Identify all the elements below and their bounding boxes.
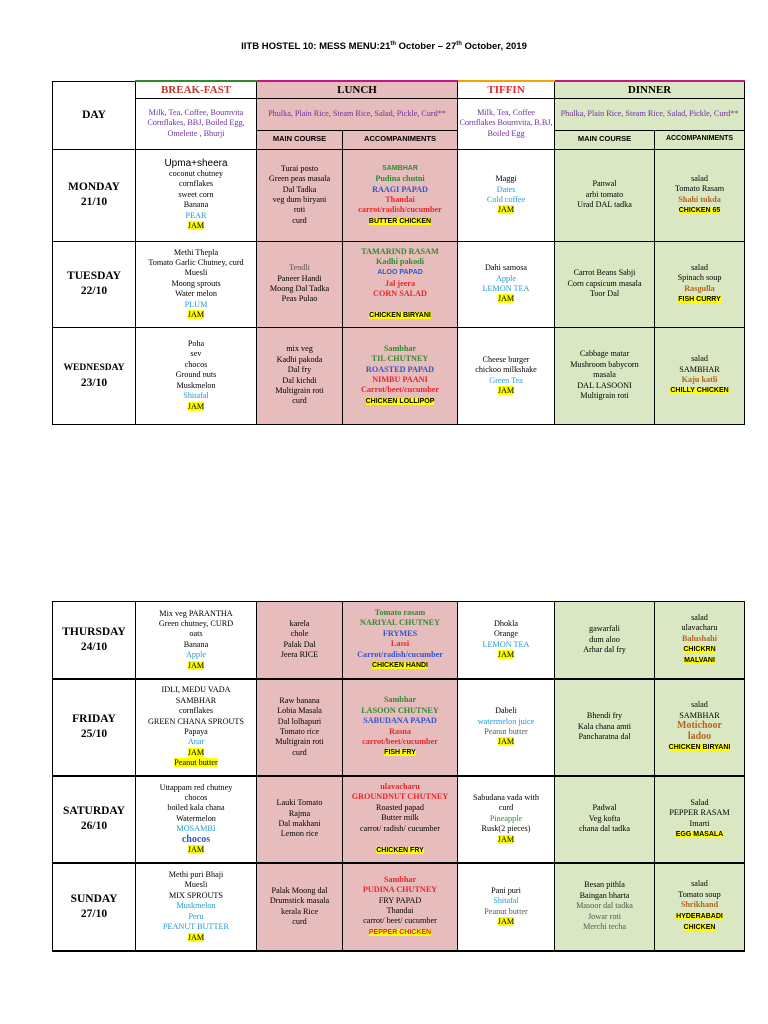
lunch-accompaniments-cell <box>343 241 458 327</box>
menu-item: curd <box>292 916 307 926</box>
menu-item: Dhokla <box>493 618 519 628</box>
menu-item: EGG MASALA <box>675 830 724 838</box>
menu-item: Shitafal <box>493 896 519 906</box>
menu-item: PEANUT BUTTER <box>162 922 230 932</box>
menu-item: Methi puri Bhaji <box>168 870 224 880</box>
menu-item: Shitafal <box>183 391 209 401</box>
menu-item: Green Tea <box>489 375 523 385</box>
menu-item: TIL CHUTNEY <box>371 354 429 364</box>
menu-item: Corn capsicum masala <box>567 278 642 288</box>
menu-item: Dates <box>496 184 516 194</box>
menu-item: Papaya <box>184 727 208 736</box>
day-date: 24/10 <box>80 640 108 653</box>
menu-item: Pineapple <box>489 813 523 823</box>
menu-item: Dal lolhapuri <box>277 716 322 726</box>
breakfast-cell <box>136 863 257 951</box>
lunch-accompaniments-cell <box>343 602 458 679</box>
menu-item: PEAR <box>185 210 207 220</box>
lunch-note: Phulka, Plain Rice, Steam Rice, Salad, Pickle, Curd** <box>257 98 458 130</box>
menu-item: karela <box>289 618 310 628</box>
menu-item: FRYMES <box>382 628 418 638</box>
menu-item: DAL LASOONI <box>577 380 632 390</box>
menu-item: sweet corn <box>178 189 214 199</box>
menu-item: Pancharatna dal <box>578 732 631 742</box>
menu-item: FISH CURRY <box>678 295 721 303</box>
day-label <box>53 241 136 327</box>
day-name: SATURDAY <box>63 805 125 817</box>
menu-item: JAM <box>497 385 515 395</box>
day-label <box>53 863 136 951</box>
menu-item: FISH FRY <box>384 749 416 757</box>
menu-item: Rasna <box>389 726 411 736</box>
day-date: 27/10 <box>80 907 108 920</box>
tiffin-note: Milk, Tea, Coffee Cornflakes Bournvita, B.BJ, Boiled Egg <box>458 98 555 149</box>
menu-item: Sambhar <box>383 695 417 705</box>
menu-item: carrot/ beet/ cucumber <box>363 916 437 926</box>
menu-item: IDLI, MEDU VADA <box>161 685 231 695</box>
menu-item: ladoo <box>687 730 712 742</box>
dinner-main-cell <box>555 863 655 951</box>
day-name: WEDNESDAY <box>63 362 125 373</box>
menu-item: ROASTED PAPAD <box>365 364 435 374</box>
menu-item: Tendli <box>289 263 310 273</box>
menu-item: JAM <box>187 401 205 411</box>
tiffin-cell <box>458 679 555 776</box>
menu-item: Uttappam red chutney <box>159 782 233 792</box>
menu-item: CHICKEN LOLLIPOP <box>365 397 435 405</box>
menu-item: Water melon <box>175 289 217 299</box>
menu-item: Tomato rice <box>279 727 320 736</box>
dinner-main-cell <box>555 327 655 424</box>
menu-item: Besan pithla <box>584 880 625 890</box>
menu-item: NIMBU PAANI <box>372 375 428 384</box>
menu-item: PLUM <box>184 299 208 309</box>
menu-item: curd <box>292 215 307 225</box>
menu-item: GREEN CHANA SPROUTS <box>148 716 244 726</box>
menu-item: Baingan bharta <box>579 890 630 900</box>
menu-item: Thandai <box>385 195 415 204</box>
day-name: THURSDAY <box>62 625 126 638</box>
day-label <box>53 327 136 424</box>
menu-item: JAM <box>497 737 515 747</box>
menu-item: Jowar roti <box>588 911 621 921</box>
menu-item: roti <box>293 205 306 215</box>
lunch-accompaniments-cell <box>343 327 458 424</box>
menu-item: Kaju katli <box>681 375 718 384</box>
menu-item: Anar <box>187 737 205 747</box>
day-row-friday <box>53 679 745 776</box>
menu-item: Multigrain roti <box>580 391 629 401</box>
menu-item: Poha <box>187 339 205 349</box>
menu-item: SAMBHAR <box>175 695 217 705</box>
menu-item: Kala chana amti <box>577 721 632 731</box>
day-date: 22/10 <box>80 285 108 297</box>
menu-item: chocos <box>184 359 208 369</box>
menu-item: Thandai <box>386 906 414 915</box>
menu-item: JAM <box>497 650 515 660</box>
menu-item: Bhendi fry <box>586 711 623 721</box>
menu-item: Raw banana <box>279 695 320 705</box>
menu-item: ulavacharu <box>681 623 718 633</box>
dinner-main-cell <box>555 679 655 776</box>
tiffin-cell <box>458 241 555 327</box>
menu-item: curd <box>292 747 307 757</box>
tiffin-cell <box>458 863 555 951</box>
lunch-main-cell <box>257 602 343 679</box>
menu-item: Spinach soup <box>677 273 722 283</box>
menu-item: Multigrain roti <box>275 737 324 747</box>
menu-item: arbi tomato <box>585 189 624 199</box>
menu-item: Kadhi pakoda <box>276 354 323 364</box>
menu-item: JAM <box>187 310 205 320</box>
day-row-saturday <box>53 776 745 863</box>
menu-item: JAM <box>187 845 205 855</box>
menu-item: Salad <box>690 797 709 807</box>
menu-table-week-part1 <box>52 80 745 425</box>
menu-item: Rajma <box>288 808 311 818</box>
menu-item: Butter milk <box>381 813 419 823</box>
dinner-main-cell <box>555 149 655 241</box>
lunch-main-cell <box>257 149 343 241</box>
menu-item: Dahi samosa <box>484 263 528 273</box>
menu-item: coconut chutney <box>169 168 223 178</box>
menu-item: curd <box>292 396 307 406</box>
menu-item: JAM <box>187 660 205 670</box>
menu-item: PUDINA CHUTNEY <box>362 885 438 895</box>
menu-item: Dal fry <box>287 365 312 375</box>
menu-item: Peanut butter <box>174 758 218 768</box>
day-date: 23/10 <box>80 376 108 389</box>
day-label <box>53 679 136 776</box>
menu-item: Lobia Masala <box>277 706 322 716</box>
menu-item <box>399 834 401 843</box>
menu-item: Padwal <box>592 803 617 813</box>
lunch-main-cell <box>257 679 343 776</box>
menu-item: Lemon rice <box>280 829 319 839</box>
day-date: 25/10 <box>80 728 108 740</box>
menu-item: Palak Moong dal <box>271 885 328 895</box>
dinner-note: Phulka, Plain Rice, Steam Rice, Salad, Pickle, Curd** <box>555 98 745 130</box>
dinner-main-course-header: MAIN COURSE <box>555 130 655 149</box>
tiffin-header: TIFFIN <box>458 81 555 98</box>
lunch-main-cell <box>257 241 343 327</box>
lunch-main-cell <box>257 327 343 424</box>
day-name: SUNDAY <box>70 892 118 905</box>
menu-item: Peanut butter <box>484 906 528 916</box>
menu-item: Carrot/radish/cucumber <box>357 649 443 659</box>
menu-item: Peas Pulao <box>281 294 318 304</box>
day-label <box>53 602 136 679</box>
menu-item: Palak Dal <box>283 639 316 649</box>
day-row-tuesday <box>53 241 745 327</box>
menu-item: Tomato soup <box>678 889 721 899</box>
dinner-header: DINNER <box>555 81 745 98</box>
menu-item: JAM <box>497 916 515 926</box>
menu-item: Roasted papad <box>376 802 424 812</box>
menu-item: Dabeli <box>495 706 517 716</box>
day-date: 21/10 <box>80 196 108 208</box>
menu-item: FRY PAPAD <box>378 895 422 905</box>
menu-item: salad <box>691 879 708 889</box>
menu-item: Jal jeera <box>384 278 416 288</box>
menu-item: Kadhi pakodi <box>376 256 425 266</box>
menu-item: Carrot Beans Sabji <box>573 268 636 278</box>
menu-item: Cabbage matar <box>579 349 630 359</box>
menu-item: Drumstick masala <box>269 896 330 906</box>
menu-item: Apple <box>496 273 517 283</box>
menu-item: Sabudana vada with <box>473 792 539 802</box>
menu-item: salad <box>691 262 708 272</box>
menu-item: curd <box>498 803 514 813</box>
menu-item: masala <box>593 370 616 380</box>
menu-item: Methi Thepla <box>173 247 219 257</box>
day-label <box>53 776 136 863</box>
menu-item: CHICKRN <box>683 645 716 653</box>
menu-item: JAM <box>497 294 515 304</box>
menu-item: Sambhar <box>383 343 417 353</box>
menu-item: MIX SPROUTS <box>169 890 223 900</box>
menu-item: Paneer Handi <box>277 273 322 283</box>
menu-item: Tomato Rasam <box>674 184 725 194</box>
menu-item: Arhar dal fry <box>583 644 626 654</box>
menu-item: Mix veg PARANTHA <box>159 608 233 618</box>
menu-item: SABUDANA PAPAD <box>363 716 437 726</box>
menu-item: Ground nuts <box>175 370 217 380</box>
breakfast-cell <box>136 776 257 863</box>
menu-table-week-part2 <box>52 601 745 952</box>
menu-item: watermelon juice <box>477 716 535 726</box>
dinner-accompaniments-cell <box>655 149 745 241</box>
lunch-main-course-header: MAIN COURSE <box>257 130 343 149</box>
tiffin-cell <box>458 327 555 424</box>
menu-item: HYDERABADI <box>676 912 723 920</box>
menu-item: Moong Dal Tadka <box>269 284 330 293</box>
dinner-accompaniments-header: ACCOMPANIMENTS <box>655 130 745 149</box>
menu-item: oats <box>189 629 203 639</box>
menu-item: carrot/beet/cucumber <box>362 736 438 746</box>
menu-item: CHICKEN BIRYANI <box>668 744 731 752</box>
menu-item: Lassi <box>390 639 410 649</box>
menu-item <box>399 300 401 309</box>
menu-item: PEPPER CHICKEN <box>368 928 432 936</box>
lunch-accompaniments-cell <box>343 679 458 776</box>
breakfast-cell <box>136 327 257 424</box>
menu-item: veg dum biryani <box>272 195 327 204</box>
menu-item: Muesli <box>184 880 208 890</box>
day-date: 26/10 <box>80 820 108 832</box>
lunch-header: LUNCH <box>257 81 458 98</box>
menu-item: Upma+sheera <box>164 157 228 169</box>
menu-item: Rasgulla <box>684 283 715 293</box>
menu-item: Shrikhand <box>680 900 719 910</box>
menu-item: Banana <box>183 639 209 649</box>
day-row-sunday <box>53 863 745 951</box>
tiffin-cell <box>458 149 555 241</box>
menu-item: LASOON CHUTNEY <box>361 705 439 715</box>
menu-item: Mushroom babycorn <box>570 359 639 369</box>
menu-item: gawarfali <box>589 624 620 634</box>
menu-item: Rusk(2 pieces) <box>481 824 531 834</box>
menu-item: BUTTER CHICKEN <box>368 217 432 225</box>
menu-item: PEPPER RASAM <box>669 808 730 818</box>
menu-item: CORN SALAD <box>373 289 427 299</box>
menu-item: carrot/ radish/ cucumber <box>359 823 441 833</box>
menu-item: CHICKEN <box>683 924 716 932</box>
menu-item: Shahi tukda <box>678 194 721 204</box>
menu-item: SAMBHAR <box>382 164 418 172</box>
menu-item: Urad DAL tadka <box>577 200 632 210</box>
lunch-accompaniments-header: ACCOMPANIMENTS <box>343 130 458 149</box>
breakfast-cell <box>136 241 257 327</box>
dinner-accompaniments-cell <box>655 602 745 679</box>
menu-item: Dal Tadka <box>282 184 317 194</box>
breakfast-note: Milk, Tea, Coffee, Bournvita Cornflakes, BBJ, Boiled Egg, Omelette , Bhurji <box>136 98 257 149</box>
menu-item: chocos <box>181 833 211 845</box>
menu-item: chocos <box>184 792 208 802</box>
lunch-accompaniments-cell <box>343 149 458 241</box>
menu-item: mix veg <box>286 344 313 354</box>
menu-item: Tomato rasam <box>374 608 426 618</box>
menu-item: salad <box>691 173 708 183</box>
menu-item: dum aloo <box>589 634 620 644</box>
dinner-accompaniments-cell <box>655 327 745 424</box>
menu-item: Green chutney, CURD <box>158 618 234 628</box>
menu-item: SAMBHAR <box>679 710 720 720</box>
menu-item: Jeera RICE <box>280 650 319 660</box>
menu-item: JAM <box>187 932 205 942</box>
menu-item: CHILLY CHICKEN <box>670 387 729 395</box>
menu-item: Peanut butter <box>484 727 528 736</box>
menu-item: Pani puri <box>491 885 521 895</box>
lunch-main-cell <box>257 776 343 863</box>
menu-item: NARIYAL CHUTNEY <box>360 618 440 628</box>
menu-item: chickoo milkshake <box>475 365 537 375</box>
breakfast-cell <box>136 149 257 241</box>
day-row-monday <box>53 149 745 241</box>
day-header: DAY <box>53 81 136 149</box>
lunch-accompaniments-cell <box>343 776 458 863</box>
day-row-wednesday <box>53 327 745 424</box>
menu-item: ulavacharu <box>380 782 420 792</box>
menu-item: Muskmelon <box>176 380 216 390</box>
menu-item: cornflakes <box>178 706 214 716</box>
menu-item: boiled kala chana <box>167 803 225 813</box>
menu-item: sev <box>190 349 202 359</box>
menu-item: Cold coffee <box>486 195 526 204</box>
menu-item: Merchi techa <box>583 922 626 932</box>
menu-item: JAM <box>187 747 205 757</box>
menu-item: Balushahi <box>681 633 718 643</box>
menu-item: Lauki Tomato <box>276 798 323 808</box>
menu-item: LEMON TEA <box>482 639 530 649</box>
menu-item: chana dal tadka <box>579 824 630 834</box>
menu-item: GROUNDNUT CHUTNEY <box>351 792 449 802</box>
menu-item: Muesli <box>184 268 208 278</box>
dinner-main-cell <box>555 776 655 863</box>
lunch-main-cell <box>257 863 343 951</box>
dinner-main-cell <box>555 241 655 327</box>
tiffin-cell <box>458 602 555 679</box>
menu-item: JAM <box>497 834 515 844</box>
menu-item: Veg kofta <box>588 813 621 823</box>
menu-item: Tomato Garlic Chutney, curd <box>148 257 244 267</box>
menu-item: MOSAMBI <box>176 824 216 834</box>
menu-item: Maggi <box>495 174 517 184</box>
menu-item: Pudina chutni <box>375 174 425 184</box>
day-name: TUESDAY <box>67 270 121 282</box>
page-title: IITB HOSTEL 10: MESS MENU:21th October – 27th October, 2019 <box>241 41 527 53</box>
dinner-accompaniments-cell <box>655 863 745 951</box>
menu-item: Cheese burger <box>482 354 530 364</box>
breakfast-cell <box>136 679 257 776</box>
day-row-thursday <box>53 602 745 679</box>
menu-item: MALVANI <box>684 657 715 665</box>
menu-item: Toor Dal <box>589 289 620 299</box>
menu-item: CHICKEN FRY <box>376 846 424 854</box>
menu-item: Watermelon <box>176 813 216 823</box>
menu-item: TAMARIND RASAM <box>361 246 439 256</box>
menu-item: Orange <box>493 629 519 639</box>
menu-item: Imarti <box>689 818 710 828</box>
menu-item: cornflakes <box>178 179 214 189</box>
dinner-accompaniments-cell <box>655 776 745 863</box>
menu-item: LEMON TEA <box>482 284 530 293</box>
menu-item: SAMBHAR <box>679 364 720 374</box>
tiffin-cell <box>458 776 555 863</box>
menu-item: CHICKEN 65 <box>678 206 721 214</box>
menu-item: Moong sprouts <box>171 278 221 288</box>
menu-item: chole <box>290 629 309 639</box>
menu-item: salad <box>691 354 708 364</box>
lunch-accompaniments-cell <box>343 863 458 951</box>
menu-item: ALOO PAPAD <box>377 269 423 277</box>
day-name: FRIDAY <box>72 713 116 725</box>
menu-item: Multigrain roti <box>275 385 324 395</box>
menu-item: JAM <box>497 205 515 215</box>
menu-item: Sambhar <box>383 874 417 884</box>
menu-item: CHICKEN BIRYANI <box>369 312 431 320</box>
menu-item: salad <box>691 700 708 710</box>
menu-item: carrot/radish/cucumber <box>358 205 442 215</box>
menu-item: JAM <box>187 221 205 231</box>
menu-item: Dal makhani <box>278 819 321 828</box>
menu-item: Carrot/beet/cucumber <box>360 385 440 395</box>
breakfast-header: BREAK-FAST <box>136 81 257 98</box>
dinner-accompaniments-cell <box>655 679 745 776</box>
menu-item: Apple <box>185 650 206 660</box>
menu-item: RAAGI PAPAD <box>372 184 428 194</box>
menu-item: CHICKEN HANDI <box>372 662 428 670</box>
menu-item: Masoor dal tadka <box>576 901 633 911</box>
menu-item: Panwal <box>592 179 617 189</box>
menu-item: Peru <box>188 911 204 921</box>
menu-item: Turai posto <box>280 163 319 173</box>
day-name: MONDAY <box>68 181 120 193</box>
menu-item: Banana <box>183 200 209 210</box>
dinner-main-cell <box>555 602 655 679</box>
menu-item: Green peas masala <box>268 174 331 184</box>
menu-item: Dal kichdi <box>282 375 317 385</box>
menu-item: Motichoor <box>677 720 722 732</box>
menu-item: kerala Rice <box>280 906 319 916</box>
menu-item: Muskmelon <box>176 901 216 911</box>
menu-item: salad <box>691 612 708 622</box>
breakfast-cell <box>136 602 257 679</box>
day-label <box>53 149 136 241</box>
dinner-accompaniments-cell <box>655 241 745 327</box>
